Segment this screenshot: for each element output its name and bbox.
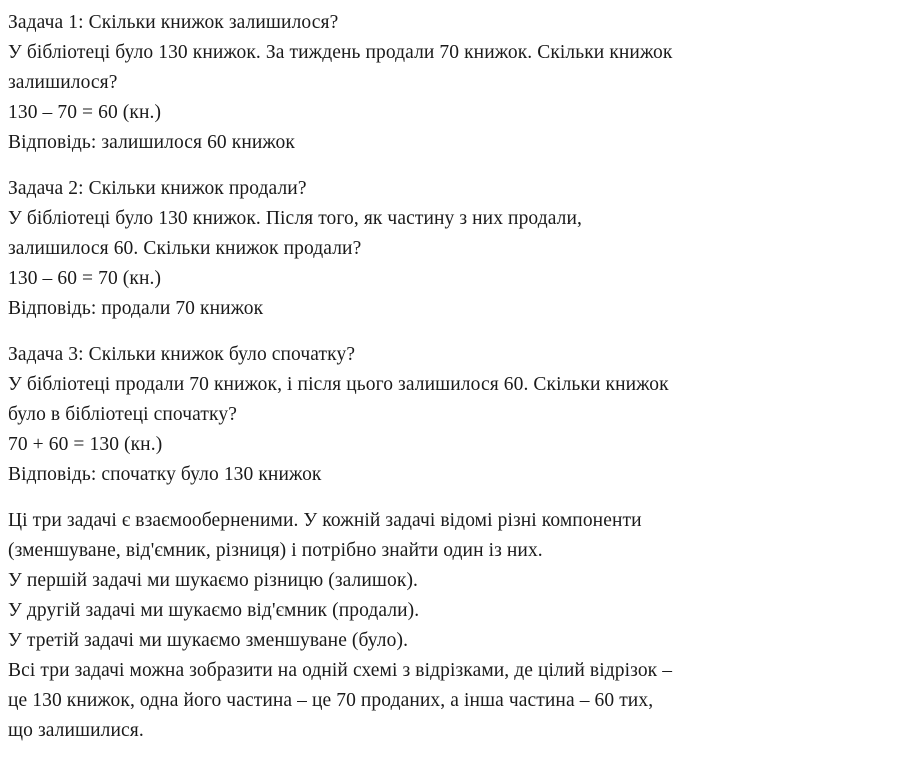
summary-line-7: це 130 книжок, одна його частина – це 70 проданих, а інша частина – 60 тих, bbox=[8, 690, 654, 711]
task-1-body-line-2: залишилося? bbox=[8, 72, 118, 93]
task-2-body-line-2: залишилося 60. Скільки книжок продали? bbox=[8, 238, 362, 259]
task-2-body-line-1: У бібліотеці було 130 книжок. Після того, як частину з них продали, bbox=[8, 208, 583, 229]
task-3-body-line-2: було в бібліотеці спочатку? bbox=[8, 404, 237, 425]
summary-line-1: Ці три задачі є взаємооберненими. У кожній задачі відомі різні компоненти bbox=[8, 510, 642, 531]
task-1-body-line-1: У бібліотеці було 130 книжок. За тиждень продали 70 книжок. Скільки книжок bbox=[8, 42, 673, 63]
task-1-equation: 130 – 70 = 60 (кн.) bbox=[8, 102, 162, 123]
task-2-equation: 130 – 60 = 70 (кн.) bbox=[8, 268, 162, 289]
task-3-equation: 70 + 60 = 130 (кн.) bbox=[8, 434, 163, 455]
summary-line-4: У другій задачі ми шукаємо від'ємник (продали). bbox=[8, 600, 420, 621]
task-block-2 bbox=[8, 174, 910, 324]
task-2-answer: Відповідь: продали 70 книжок bbox=[8, 298, 264, 319]
task-3-answer: Відповідь: спочатку було 130 книжок bbox=[8, 464, 322, 485]
summary-line-3: У першій задачі ми шукаємо різницю (залишок). bbox=[8, 570, 419, 591]
summary-line-5: У третій задачі ми шукаємо зменшуване (було). bbox=[8, 630, 409, 651]
summary-block bbox=[8, 506, 910, 746]
summary-line-2: (зменшуване, від'ємник, різниця) і потрібно знайти один із них. bbox=[8, 540, 543, 561]
summary-line-8: що залишилися. bbox=[8, 720, 144, 741]
task-1-heading: Задача 1: Скільки книжок залишилося? bbox=[8, 12, 339, 33]
summary-line-6: Всі три задачі можна зобразити на одній схемі з відрізками, де цілий відрізок – bbox=[8, 660, 673, 681]
task-1-answer: Відповідь: залишилося 60 книжок bbox=[8, 132, 295, 153]
task-block-1 bbox=[8, 8, 910, 158]
task-block-3 bbox=[8, 340, 910, 490]
task-3-body-line-1: У бібліотеці продали 70 книжок, і після цього залишилося 60. Скільки книжок bbox=[8, 374, 669, 395]
task-3-heading: Задача 3: Скільки книжок було спочатку? bbox=[8, 344, 356, 365]
task-2-heading: Задача 2: Скільки книжок продали? bbox=[8, 178, 307, 199]
